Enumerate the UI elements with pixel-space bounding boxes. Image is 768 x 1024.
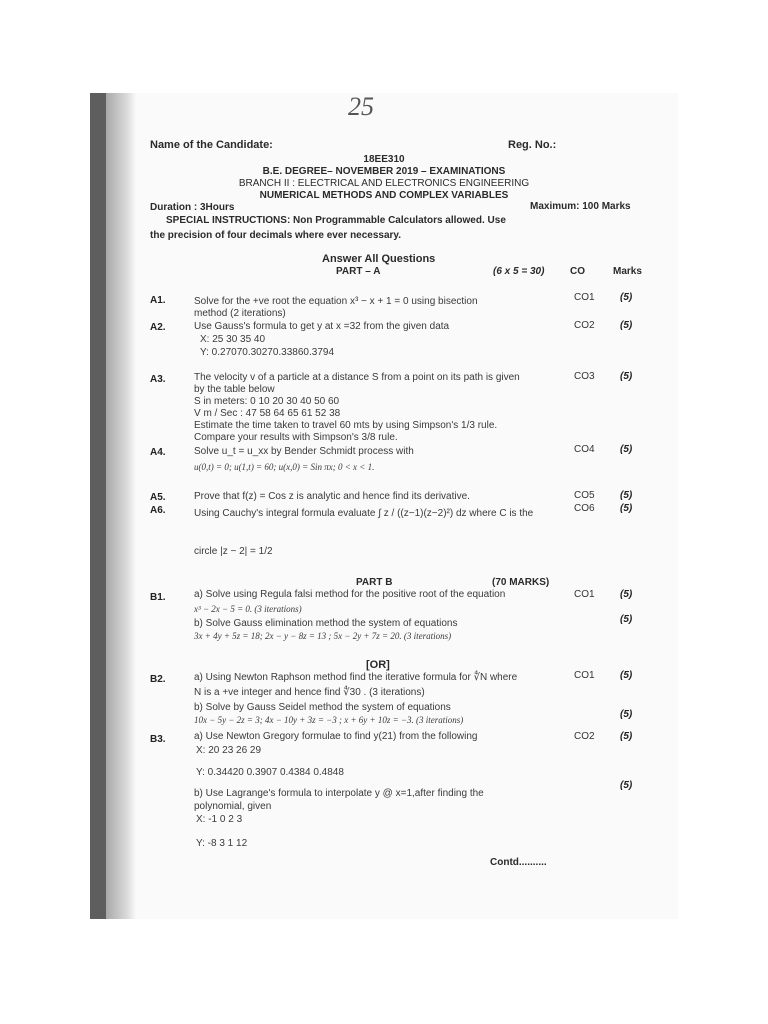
- question-text: Solve u_t = u_xx by Bender Schmidt process with: [194, 446, 414, 457]
- course-outcome: CO1: [574, 670, 595, 681]
- maximum-marks: Maximum: 100 Marks: [530, 201, 631, 212]
- question-text: u(0,t) = 0; u(1,t) = 60; u(x,0) = Sin πx; 0 < x < 1.: [194, 462, 375, 472]
- special-instructions-cont: the precision of four decimals where ever necessary.: [150, 230, 402, 241]
- course-code: 18EE310: [363, 154, 405, 165]
- question-label: A4.: [150, 447, 166, 458]
- part-a-marks-scheme: (6 x 5 = 30): [493, 266, 545, 277]
- question-text: Prove that f(z) = Cos z is analytic and hence find its derivative.: [194, 491, 470, 502]
- question-label: A5.: [150, 492, 166, 503]
- question-label: A6.: [150, 505, 166, 516]
- question-text: b) Solve by Gauss Seidel method the system of equations: [194, 702, 451, 713]
- question-text: Y: 0.34420 0.3907 0.4384 0.4848: [196, 767, 344, 778]
- or-divider: [OR]: [366, 659, 390, 671]
- marks-header: Marks: [613, 266, 642, 277]
- question-marks: (5): [620, 731, 633, 742]
- course-outcome: CO2: [574, 320, 595, 331]
- question-text: Using Cauchy's integral formula evaluate ∫ z / ((z−1)(z−2)²) dz where C is the: [194, 508, 534, 519]
- question-text: a) Use Newton Gregory formulae to find y(21) from the following: [194, 731, 478, 742]
- course-outcome: CO1: [574, 292, 595, 303]
- question-text: method (2 iterations): [194, 308, 286, 319]
- question-label: B1.: [150, 592, 166, 603]
- question-marks: (5): [620, 589, 633, 600]
- special-instructions: SPECIAL INSTRUCTIONS: Non Programmable Calculators allowed. Use: [166, 215, 506, 226]
- answer-all-heading: Answer All Questions: [322, 253, 436, 265]
- part-b-marks-scheme: (70 MARKS): [492, 577, 550, 588]
- question-text: x³ − 2x − 5 = 0. (3 iterations): [194, 604, 302, 614]
- question-label: A3.: [150, 374, 166, 385]
- question-text: Estimate the time taken to travel 60 mts by using Simpson's 1/3 rule.: [194, 420, 498, 431]
- question-marks: (5): [620, 670, 633, 681]
- question-text: 10x − 5y − 2z = 3; 4x − 10y + 3z = −3 ; x + 6y + 10z = −3. (3 iterations): [194, 715, 464, 725]
- question-text: X: -1 0 2 3: [196, 814, 243, 825]
- question-marks: (5): [620, 614, 633, 625]
- reg-no-label: Reg. No.:: [508, 139, 557, 151]
- question-label: B3.: [150, 734, 166, 745]
- question-text: polynomial, given: [194, 801, 272, 812]
- question-text: Y: 0.27070.30270.33860.3794: [200, 347, 335, 358]
- question-marks: (5): [620, 709, 633, 720]
- part-a-title: PART – A: [336, 266, 381, 277]
- continued-note: Contd..........: [490, 857, 547, 868]
- scan-shadow-gradient: [106, 93, 136, 919]
- question-marks: (5): [620, 444, 633, 455]
- question-text: b) Use Lagrange's formula to interpolate y @ x=1,after finding the: [194, 788, 484, 799]
- scan-shadow-edge: [90, 93, 106, 919]
- subject-title: NUMERICAL METHODS AND COMPLEX VARIABLES: [259, 190, 509, 201]
- question-text: Compare your results with Simpson's 3/8 rule.: [194, 432, 398, 443]
- question-text: a) Solve using Regula falsi method for the positive root of the equation: [194, 589, 506, 600]
- question-text: The velocity v of a particle at a distance S from a point on its path is given: [194, 372, 520, 383]
- course-outcome: CO6: [574, 503, 595, 514]
- question-text: by the table below: [194, 384, 275, 395]
- part-b-title: PART B: [356, 577, 393, 588]
- question-text: Use Gauss's formula to get y at x =32 from the given data: [194, 321, 450, 332]
- question-marks: (5): [620, 490, 633, 501]
- question-marks: (5): [620, 320, 633, 331]
- course-outcome: CO5: [574, 490, 595, 501]
- question-text: S in meters: 0 10 20 30 40 50 60: [194, 396, 340, 407]
- course-outcome: CO4: [574, 444, 595, 455]
- candidate-name-label: Name of the Candidate:: [150, 139, 273, 151]
- course-outcome: CO3: [574, 371, 595, 382]
- question-text: V m / Sec : 47 58 64 65 61 52 38: [194, 408, 341, 419]
- question-marks: (5): [620, 780, 633, 791]
- course-outcome: CO1: [574, 589, 595, 600]
- question-text: circle |z − 2| = 1/2: [194, 546, 273, 557]
- question-marks: (5): [620, 371, 633, 382]
- duration: Duration : 3Hours: [150, 202, 235, 213]
- co-header: CO: [570, 266, 585, 277]
- question-marks: (5): [620, 292, 633, 303]
- question-text: X: 20 23 26 29: [196, 745, 262, 756]
- branch-title: BRANCH II : ELECTRICAL AND ELECTRONICS ENGINEERING: [238, 178, 530, 189]
- question-text: N is a +ve integer and hence find ∜30 . (3 iterations): [194, 687, 425, 698]
- question-text: X: 25 30 35 40: [200, 334, 266, 345]
- handwritten-page-number: 25: [348, 92, 374, 121]
- exam-title: B.E. DEGREE– NOVEMBER 2019 – EXAMINATIONS: [262, 166, 506, 177]
- question-marks: (5): [620, 503, 633, 514]
- question-text: a) Using Newton Raphson method find the iterative formula for ∜N where: [194, 672, 518, 683]
- question-text: Y: -8 3 1 12: [196, 838, 248, 849]
- question-label: A2.: [150, 322, 166, 333]
- question-text: Solve for the +ve root the equation x³ − x + 1 = 0 using bisection: [194, 296, 478, 307]
- question-label: B2.: [150, 674, 166, 685]
- question-text: b) Solve Gauss elimination method the system of equations: [194, 618, 458, 629]
- course-outcome: CO2: [574, 731, 595, 742]
- question-label: A1.: [150, 295, 166, 306]
- question-text: 3x + 4y + 5z = 18; 2x − y − 8z = 13 ; 5x − 2y + 7z = 20. (3 iterations): [194, 631, 452, 641]
